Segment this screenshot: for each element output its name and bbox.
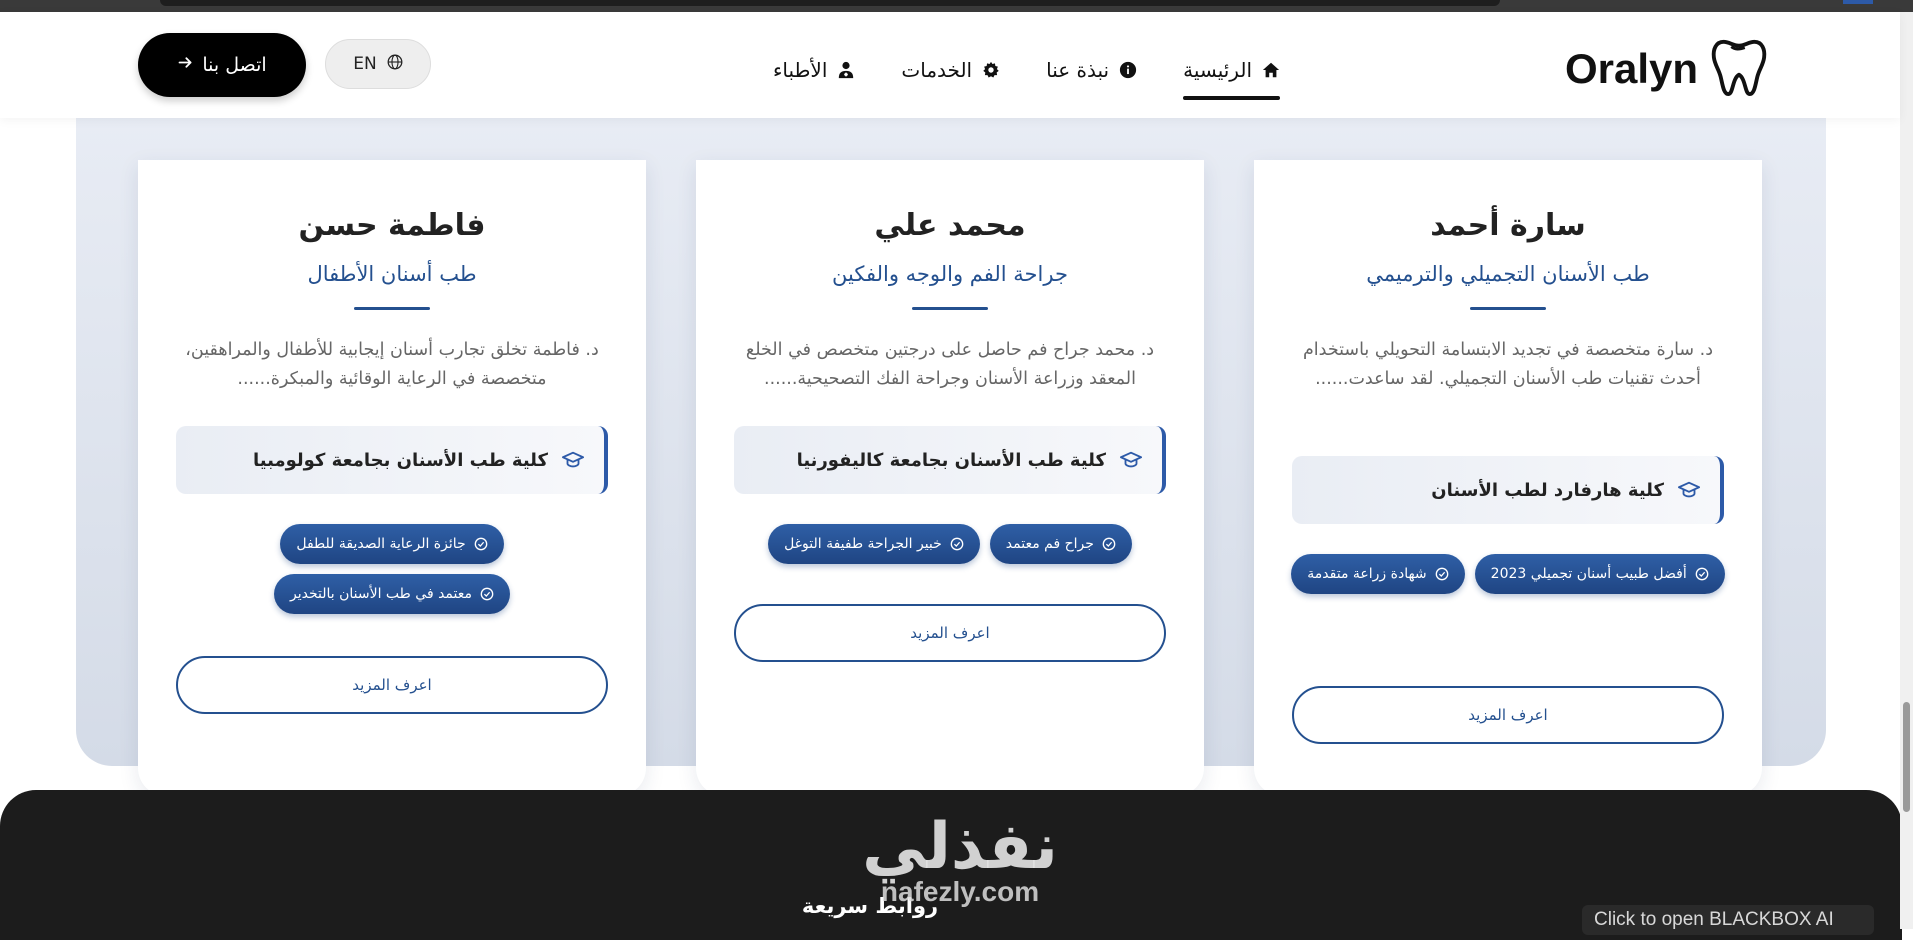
education-label: كلية هارفارد لطب الأسنان: [1431, 479, 1664, 501]
badge-label: خبير الجراحة طفيفة التوغل: [784, 536, 942, 552]
learn-more-button[interactable]: اعرف المزيد: [734, 604, 1166, 662]
doctor-name: فاطمة حسن: [298, 208, 486, 243]
logo-text: Oralyn: [1565, 45, 1699, 92]
badge: [990, 524, 1132, 564]
nav-label: الخدمات: [901, 58, 973, 82]
doctor-card-mohamed: [696, 160, 1204, 796]
logo[interactable]: [1565, 34, 1768, 104]
graduation-cap-icon: [562, 449, 584, 471]
badge-label: معتمد في طب الأسنان بالتخدير: [290, 586, 473, 602]
badge: [1475, 554, 1725, 594]
doctor-name: محمد علي: [874, 208, 1026, 243]
gear-icon: [982, 61, 1000, 79]
doctor-bio: د. سارة متخصصة في تجديد الابتسامة التحويلي باستخدام أحدث تقنيات طب الأسنان التجميلي. لقد ساعدت......: [1302, 340, 1714, 389]
globe-icon: [387, 54, 403, 75]
doctor-bio: د. فاطمة تخلق تجارب أسنان إيجابية للأطفال والمراهقين، متخصصة في الرعاية الوقائية والمبكرة......: [185, 340, 599, 389]
title-underline: [354, 307, 430, 310]
home-icon: [1262, 61, 1280, 79]
watermark-arabic: نفذلي: [862, 810, 1058, 884]
check-circle-icon: [474, 537, 488, 551]
arrow-right-icon: [177, 54, 194, 76]
watermark-logo: [850, 812, 1070, 922]
learn-more-button[interactable]: اعرف المزيد: [1292, 686, 1724, 744]
badge: [768, 524, 980, 564]
top-bar-pill: [160, 0, 1500, 6]
page-scrollbar[interactable]: [1900, 12, 1913, 929]
top-bar-accent: [1843, 0, 1873, 4]
info-icon: [1119, 61, 1137, 79]
doctor-specialty: طب أسنان الأطفال: [307, 262, 477, 286]
badge-list: [716, 524, 1184, 564]
title-underline: [1470, 307, 1546, 310]
tooth-icon: [1710, 36, 1768, 102]
check-circle-icon: [1695, 567, 1709, 581]
main-nav: [720, 48, 1280, 92]
badge-list: [1274, 554, 1742, 594]
doctor-specialty: جراحة الفم والوجه والفكين: [832, 262, 1068, 286]
nav-about[interactable]: [1046, 48, 1137, 92]
quick-links-title: روابط سريعة: [801, 894, 939, 918]
education-box: [734, 426, 1166, 494]
graduation-cap-icon: [1120, 449, 1142, 471]
education-box: [1292, 456, 1724, 524]
doctor-specialty: طب الأسنان التجميلي والترميمي: [1366, 262, 1650, 286]
check-circle-icon: [950, 537, 964, 551]
education-box: [176, 426, 608, 494]
nav-services[interactable]: [901, 48, 1000, 92]
education-label: كلية طب الأسنان بجامعة كولومبيا: [252, 449, 548, 471]
check-circle-icon: [1435, 567, 1449, 581]
contact-button[interactable]: [138, 33, 306, 97]
badge: [1291, 554, 1464, 594]
check-circle-icon: [480, 587, 494, 601]
badge-label: شهادة زراعة متقدمة: [1307, 566, 1427, 582]
doctors-section: [76, 80, 1826, 766]
education-label: كلية طب الأسنان بجامعة كاليفورنيا: [796, 449, 1106, 471]
doctor-icon: [837, 61, 855, 79]
scrollbar-thumb[interactable]: [1903, 702, 1910, 812]
nav-home[interactable]: [1183, 48, 1280, 92]
nav-label: الرئيسية: [1183, 58, 1252, 82]
title-underline: [912, 307, 988, 310]
watermark-english: nafezly.com: [880, 876, 1040, 907]
browser-top-strip: [0, 0, 1913, 12]
language-toggle[interactable]: [325, 39, 431, 89]
contact-label: اتصل بنا: [202, 54, 267, 76]
badge: [274, 574, 510, 614]
doctor-name: سارة أحمد: [1430, 208, 1586, 243]
graduation-cap-icon: [1678, 479, 1700, 501]
language-label: EN: [353, 54, 377, 74]
badge-label: جائزة الرعاية الصديقة للطفل: [296, 536, 466, 552]
site-header: [0, 12, 1900, 118]
nav-doctors[interactable]: [773, 48, 855, 92]
blackbox-ai-button[interactable]: Click to open BLACKBOX AI: [1582, 905, 1874, 935]
doctor-bio: د. محمد جراح فم حاصل على درجتين متخصص في الخلع المعقد وزراعة الأسنان وجراحة الفك التصحيحية......: [745, 340, 1155, 389]
badge-list: [158, 524, 626, 614]
nav-label: نبذة عنا: [1046, 58, 1110, 82]
check-circle-icon: [1102, 537, 1116, 551]
badge-label: جراح فم معتمد: [1005, 536, 1094, 552]
badge: [280, 524, 503, 564]
doctor-card-fatima: [138, 160, 646, 796]
nav-label: الأطباء: [772, 58, 828, 82]
learn-more-button[interactable]: اعرف المزيد: [176, 656, 608, 714]
doctor-card-sara: [1254, 160, 1762, 796]
badge-label: أفضل طبيب أسنان تجميلي 2023: [1490, 566, 1687, 582]
